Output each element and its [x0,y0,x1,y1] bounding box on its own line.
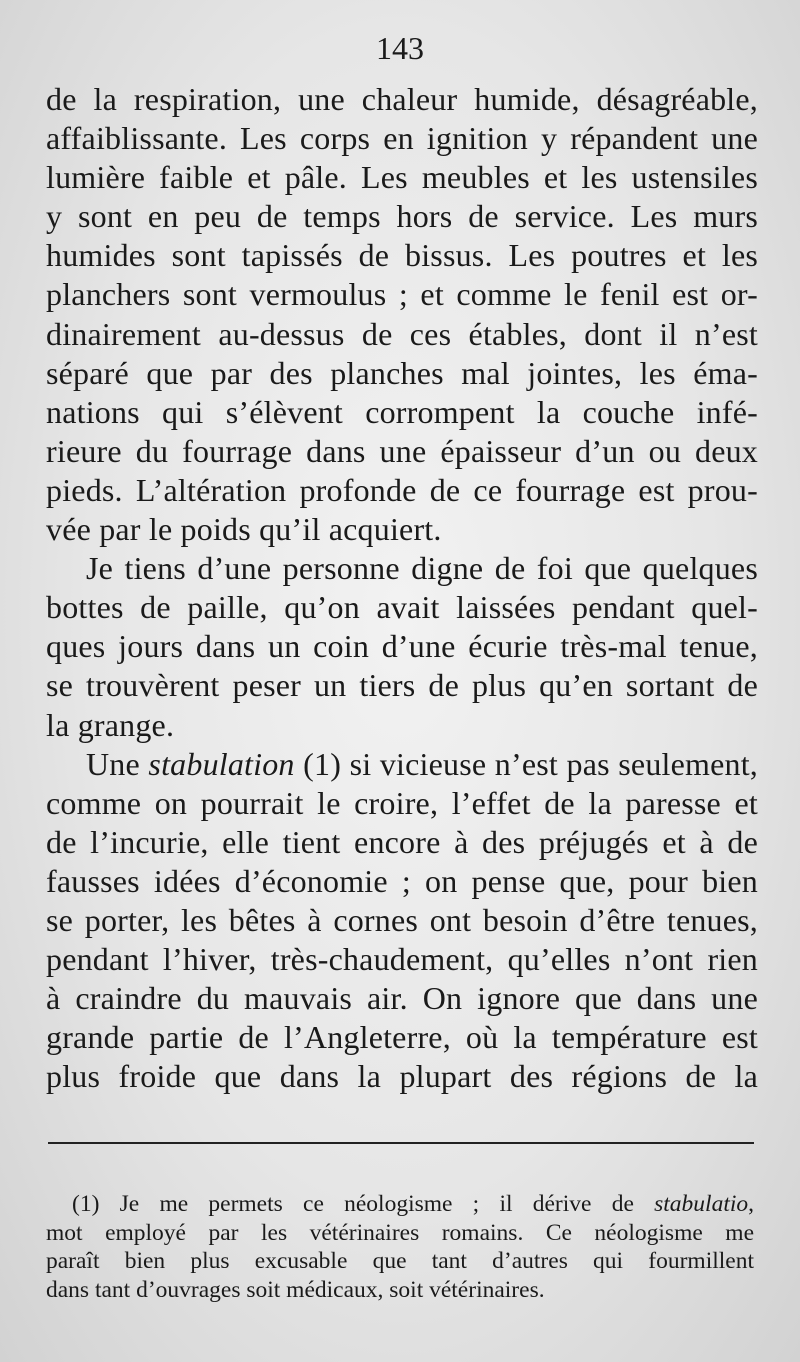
text-line: de la respiration, une chaleur humide, désagréable, [46,81,758,117]
text-line: comme on pourrait le croire, l’effet de la paresse et [46,784,758,821]
italic-term: stabulatio [654,1191,749,1217]
footnote-line: paraît bien plus excusable que tant d’autres qui fourmillent [46,1248,754,1274]
text-line: se porter, les bêtes à cornes ont besoin d’être tenues, [46,901,758,938]
text-line: séparé que par des planches mal jointes, les éma- [46,354,758,391]
text-line: lumière faible et pâle. Les meubles et les ustensiles [46,159,758,196]
footnote [46,1190,754,1304]
body-text [46,80,758,1096]
text-fragment: si vicieuse n’est pas seulement, [349,745,758,782]
text-line: plus froide que dans la plupart des régions de la [46,1058,758,1095]
footnote-line: mot employé par les vétérinaires romains. Ce néologisme me [46,1219,754,1246]
text-line: fausses idées d’économie ; on pense que, pour bien [46,862,758,899]
text-line: affaiblissante. Les corps en ignition y répandent une [46,120,758,157]
footnote-line [46,1190,754,1219]
footnote-line: dans tant d’ouvrages soit médicaux, soit vétérinaires. [46,1276,545,1303]
text-line: humides sont tapissés de bissus. Les poutres et les [46,237,758,274]
text-line: de l’incurie, elle tient encore à des préjugés et à de [46,823,758,860]
text-line: rieure du fourrage dans une épaisseur d’un ou deux [46,432,758,469]
text-line: pendant l’hiver, très-chaudement, qu’elles n’ont rien [46,941,758,978]
text-line: vée par le poids qu’il acquiert. [46,511,442,548]
footnote-divider [48,1142,754,1144]
text-line-stabulation [46,745,758,784]
text-line: bottes de paille, qu’on avait laissées pendant quel- [46,589,758,626]
text-line: la grange. [46,706,175,743]
text-line: dinairement au-dessus de ces étables, dont il n’est [46,315,758,352]
text-line: planchers sont vermoulus ; et comme le fenil est or- [46,276,758,313]
footnote-reference: (1) [294,745,350,782]
text-fragment: (1) Je me permets ce néologisme ; il dérive de [72,1191,655,1217]
text-line: ques jours dans un coin d’une écurie très-mal tenue, [46,628,758,665]
page-number: 143 [376,30,424,66]
text-line: à craindre du mauvais air. On ignore que dans une [46,980,758,1017]
text-line: pieds. L’altération profonde de ce fourrage est prou- [46,471,758,508]
text-fragment: , [748,1191,754,1217]
text-line: y sont en peu de temps hors de service. Les murs [46,198,758,235]
text-line: nations qui s’élèvent corrompent la couche infé- [46,393,758,430]
italic-term: stabulation [148,745,295,782]
text-line: grande partie de l’Angleterre, où la température est [46,1019,758,1056]
text-line: Je tiens d’une personne digne de foi que quelques [86,550,758,587]
text-fragment: Une [86,745,149,782]
text-line: se trouvèrent peser un tiers de plus qu’en sortant de [46,667,758,704]
